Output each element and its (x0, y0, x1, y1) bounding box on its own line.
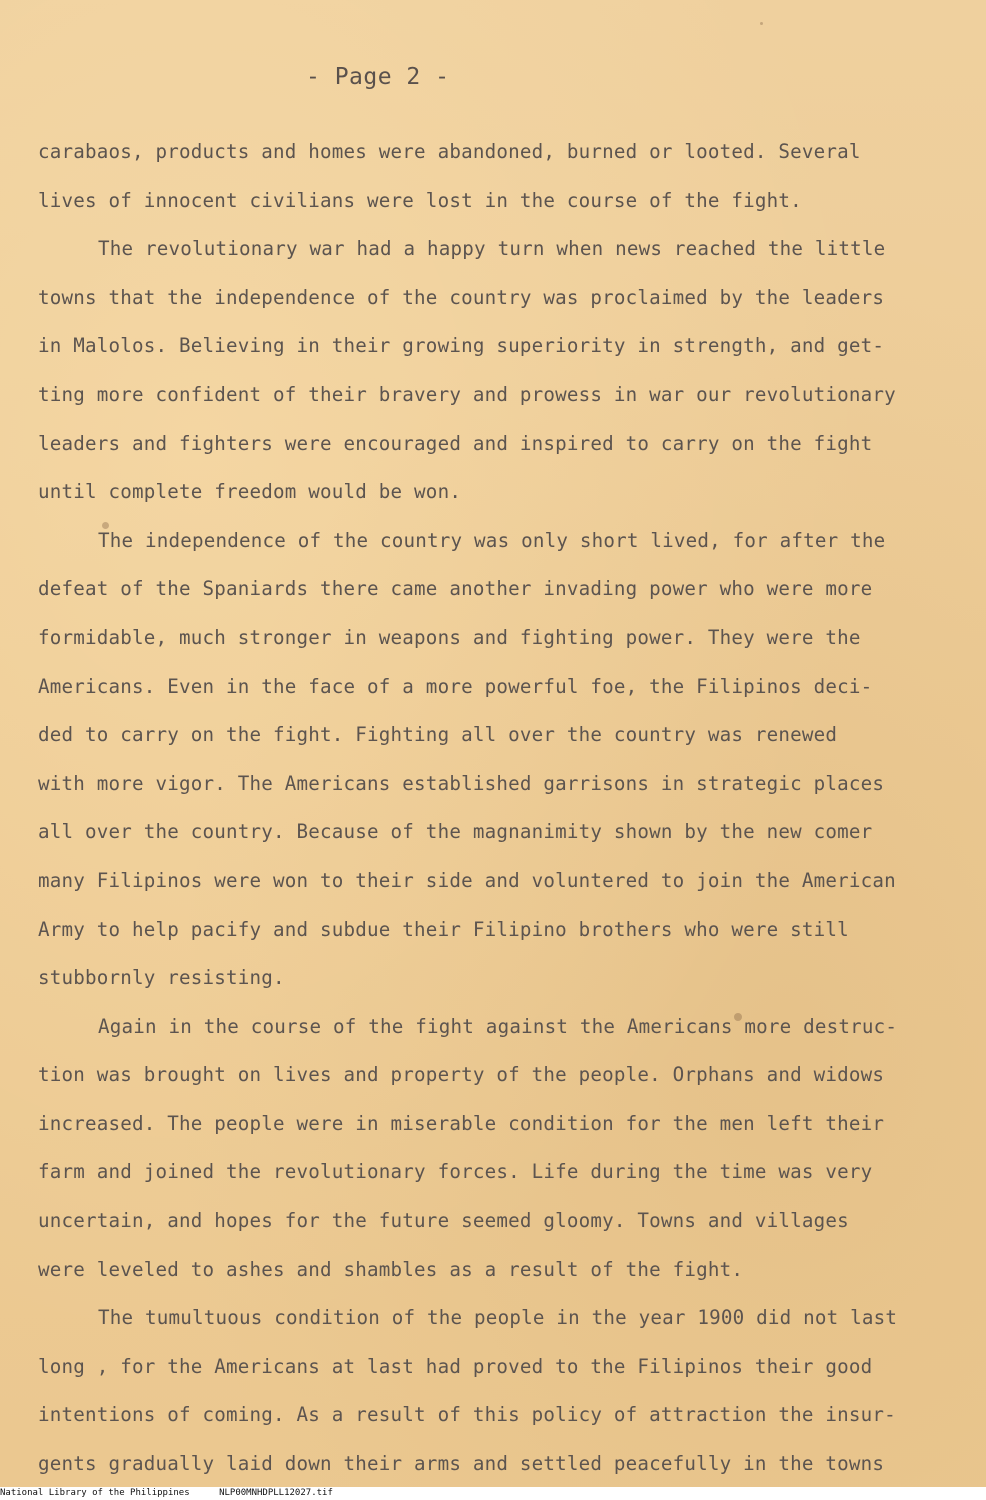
page-header: - Page 2 - (306, 64, 450, 90)
text-line: carabaos, products and homes were abandoned, burned or looted. Several (38, 140, 861, 163)
text-line: formidable, much stronger in weapons and fighting power. They were the (38, 625, 861, 649)
text-line: stubbornly resisting. (38, 966, 285, 990)
text-line: defeat of the Spaniards there came another invading power who were more (38, 577, 873, 601)
text-line: lives of innocent civilians were lost in the course of the fight. (38, 188, 802, 212)
text-line: farm and joined the revolutionary forces. Life during the time was very (38, 1160, 873, 1184)
text-line: The revolutionary war had a happy turn when news reached the little (98, 237, 886, 261)
text-line: long , for the Americans at last had proved to the Filipinos their good (38, 1354, 873, 1378)
text-line: uncertain, and hopes for the future seemed gloomy. Towns and villages (38, 1209, 849, 1233)
text-line: ded to carry on the fight. Fighting all over the country was renewed (38, 723, 838, 747)
text-line: The tumultuous condition of the people in the year 1900 did not last (98, 1306, 898, 1330)
text-line: Army to help pacify and subdue their Filipino brothers who were still (38, 917, 849, 941)
text-line: many Filipinos were won to their side and voluntered to join the American (38, 868, 896, 892)
text-line: all over the country. Because of the magnanimity shown by the new comer (38, 820, 873, 844)
ink-spot (102, 522, 109, 529)
ink-spot (760, 22, 763, 25)
text-line: increased. The people were in miserable condition for the men left their (38, 1111, 885, 1135)
text-line: intentions of coming. As a result of this policy of attraction the insur- (38, 1403, 896, 1427)
ink-spot (734, 1013, 742, 1021)
text-line: leaders and fighters were encouraged and inspired to carry on the fight (38, 431, 873, 455)
library-name: National Library of the Philippines (0, 1488, 190, 1498)
text-line: until complete freedom would be won. (38, 480, 462, 504)
text-line: Again in the course of the fight against the Americans more destruc- (98, 1014, 898, 1038)
text-line: with more vigor. The Americans established garrisons in strategic places (38, 771, 885, 795)
scan-footer (0, 1487, 986, 1500)
text-line: ting more confident of their bravery and prowess in war our revolutionary (38, 382, 896, 406)
text-line: tion was brought on lives and property of the people. Orphans and widows (38, 1063, 885, 1087)
text-line: gents gradually laid down their arms and settled peacefully in the towns (38, 1452, 885, 1476)
file-id: NLP00MNHDPLL12027.tif (219, 1488, 333, 1498)
text-line: in Malolos. Believing in their growing superiority in strength, and get- (38, 334, 885, 358)
document-body (38, 128, 953, 1489)
text-line: towns that the independence of the country was proclaimed by the leaders (38, 285, 885, 309)
text-line: The independence of the country was only short lived, for after the (98, 528, 886, 552)
text-line: Americans. Even in the face of a more powerful foe, the Filipinos deci- (38, 674, 873, 698)
text-line: were leveled to ashes and shambles as a result of the fight. (38, 1257, 744, 1281)
